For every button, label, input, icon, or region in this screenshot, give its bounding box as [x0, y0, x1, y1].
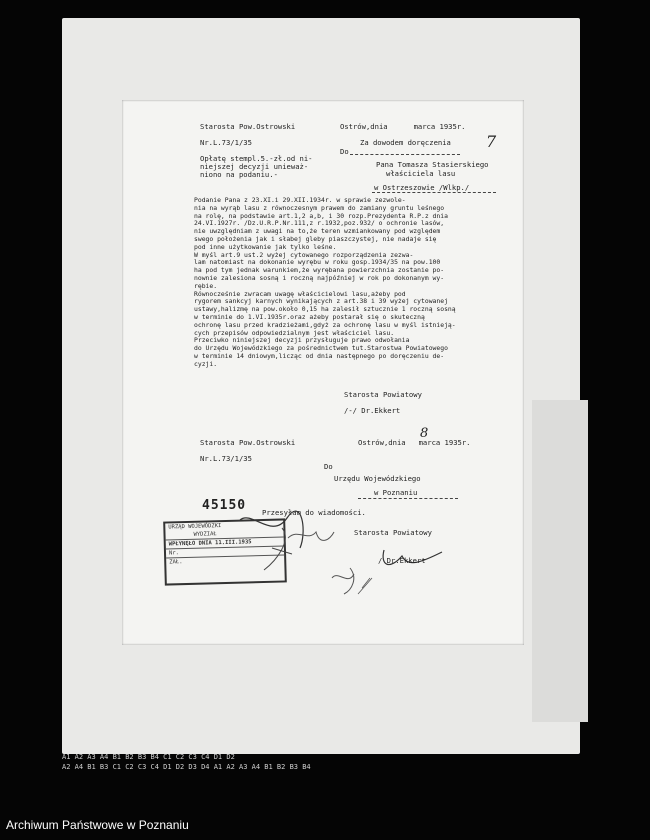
- letter1-place-date: Ostrów,dnia marca 1935r.: [340, 122, 466, 131]
- body-line: ochronę lasu przed kradzieżami,gdyż za ochronę lasu w myśl istnieją-: [194, 320, 456, 329]
- body-line: rębie.: [194, 281, 218, 290]
- archival-folder-edge: [532, 400, 588, 722]
- document-page: [122, 100, 524, 645]
- letter1-fee-line3: niono na podaniu.-: [200, 170, 278, 179]
- letter2-sender: Starosta Pow.Ostrowski: [200, 438, 296, 447]
- letter1-signer-title: Starosta Powiatowy: [344, 390, 422, 399]
- registry-number: 45150: [202, 498, 247, 513]
- body-line: w terminie 14 dniowym,licząc od dnia następnego po doręczeniu de-: [194, 351, 445, 360]
- body-line: Równocześnie zwracam uwagę właścicielowi lasu,ażeby pod: [194, 289, 406, 298]
- letter1-fee-line1: Opłatę stempl.5.-zł.od ni-: [200, 154, 313, 163]
- handwritten-number: 7: [486, 132, 497, 151]
- letter1-fee-line2: niejszej decyzji unieważ-: [200, 162, 309, 171]
- stamp-attachments-field: ZAŁ.: [166, 554, 284, 566]
- letter1-to: Do: [340, 147, 349, 156]
- letter2-signer-title: Starosta Powiatowy: [354, 528, 432, 537]
- letter1-signer-name: /-/ Dr.Ekkert: [344, 406, 401, 415]
- body-line: Podanie Pana z 23.XI.i 29.XII.1934r. w sprawie zezwole-: [194, 196, 406, 204]
- body-line: W myśl art.9 ust.2 wyżej cytowanego rozporządzenia zezwa-: [194, 250, 414, 259]
- handwritten-day: 8: [420, 426, 429, 441]
- handwriting-marks: [122, 100, 524, 645]
- body-line: do Urzędu Wojewódzkiego za pośrednictwem tut.Starostwa Powiatowego: [194, 344, 448, 353]
- scan-ruler: [62, 752, 642, 786]
- ruler-line-2: A2 A4 B1 B3 C1 C2 C3 C4 D1 D2 D3 D4 A1 A2 A3 A4 B1 B2 B3 B4: [62, 763, 311, 771]
- body-line: lam natomiast na dokonanie wyrębu w roku gosp.1934/35 na pow.100: [194, 258, 441, 267]
- body-line: pod inne użytkowanie jak tylko leśne.: [194, 242, 337, 251]
- letter1-addressee-name: Pana Tomasza Stasierskiego: [376, 160, 489, 169]
- body-line: cych przepisów odpowiedzialnym jest właściciel lasu.: [194, 328, 395, 337]
- body-line: swego położenia jak i słabej gleby piaszczystej, nie nadaje się: [194, 234, 437, 243]
- letter2-signer-name: / Dr.Ekkert: [378, 556, 426, 565]
- letter1-reference: Nr.L.73/1/35: [200, 138, 252, 147]
- stamp-number-field: Nr.: [166, 545, 284, 557]
- letter2-addressee-name: Urzędu Wojewódzkiego: [334, 474, 421, 483]
- body-line: w terminie do 1.VI.1935r.oraz ażeby postarał się o skuteczną: [194, 312, 425, 321]
- body-line: nownie zalesiona sosną i roczną najpóźniej w rok po dokonanym wy-: [194, 273, 445, 282]
- body-line: ha pod tym jednak warunkiem,że wyrębana powierzchnia zostanie po-: [194, 266, 445, 275]
- archive-footer: Archiwum Państwowe w Poznaniu: [6, 818, 189, 832]
- body-line: nie uwzględniam z uwagi na to,że teren wzmiankowany pod względem: [194, 227, 441, 236]
- letter1-addressee-role: właściciela lasu: [386, 169, 456, 178]
- letter2-addressee-place: w Poznaniu: [374, 488, 418, 497]
- body-line: cyzji.: [194, 359, 218, 368]
- letter1-sender: Starosta Pow.Ostrowski: [200, 122, 296, 131]
- body-line: Przeciwko niniejszej decyzji przysługuje prawo odwołania: [194, 336, 410, 345]
- letter2-forward-note: Przesyłam do wiadomości.: [262, 508, 366, 517]
- body-line: na rolę, na podstawie art.1,2 a,b, i 30 rozp.Prezydenta R.P.z dnia: [194, 211, 448, 220]
- letter1-receipt-note: Za dowodem doręczenia: [360, 138, 451, 147]
- letter2-reference: Nr.L.73/1/35: [200, 454, 252, 463]
- letter2-to: Do: [324, 462, 333, 471]
- stamp-office: URZĄD WOJEWÓDZKI: [168, 523, 222, 531]
- stamp-department: WYDZIAŁ: [193, 531, 217, 538]
- stamp-received-date: WPŁYNĘŁO DNIA 11.III.1935: [166, 536, 284, 548]
- letter2-place-date: Ostrów,dnia marca 1935r.: [358, 438, 471, 447]
- ruler-line-1: A1 A2 A3 A4 B1 B2 B3 B4 C1 C2 C3 C4 D1 D2: [62, 753, 235, 761]
- body-line: ustawy,halizmę na pow.około 0,15 ha zalesił sztucznie 1 roczną sosną: [194, 305, 456, 314]
- body-line: rygorem sankcyj karnych wynikających z art.38 i 39 wyżej cytowanej: [194, 297, 448, 306]
- letter1-addressee-place: w Ostrzeszowie /Wlkp./: [374, 183, 470, 192]
- body-line: nia na wyrąb lasu z równoczesnym prawem do zamiany gruntu leśnego: [194, 203, 445, 212]
- body-line: 24.VI.1927r. /Dz.U.R.P.Nr.111,z r.1932,poz.932/ o ochronie lasów,: [194, 219, 445, 228]
